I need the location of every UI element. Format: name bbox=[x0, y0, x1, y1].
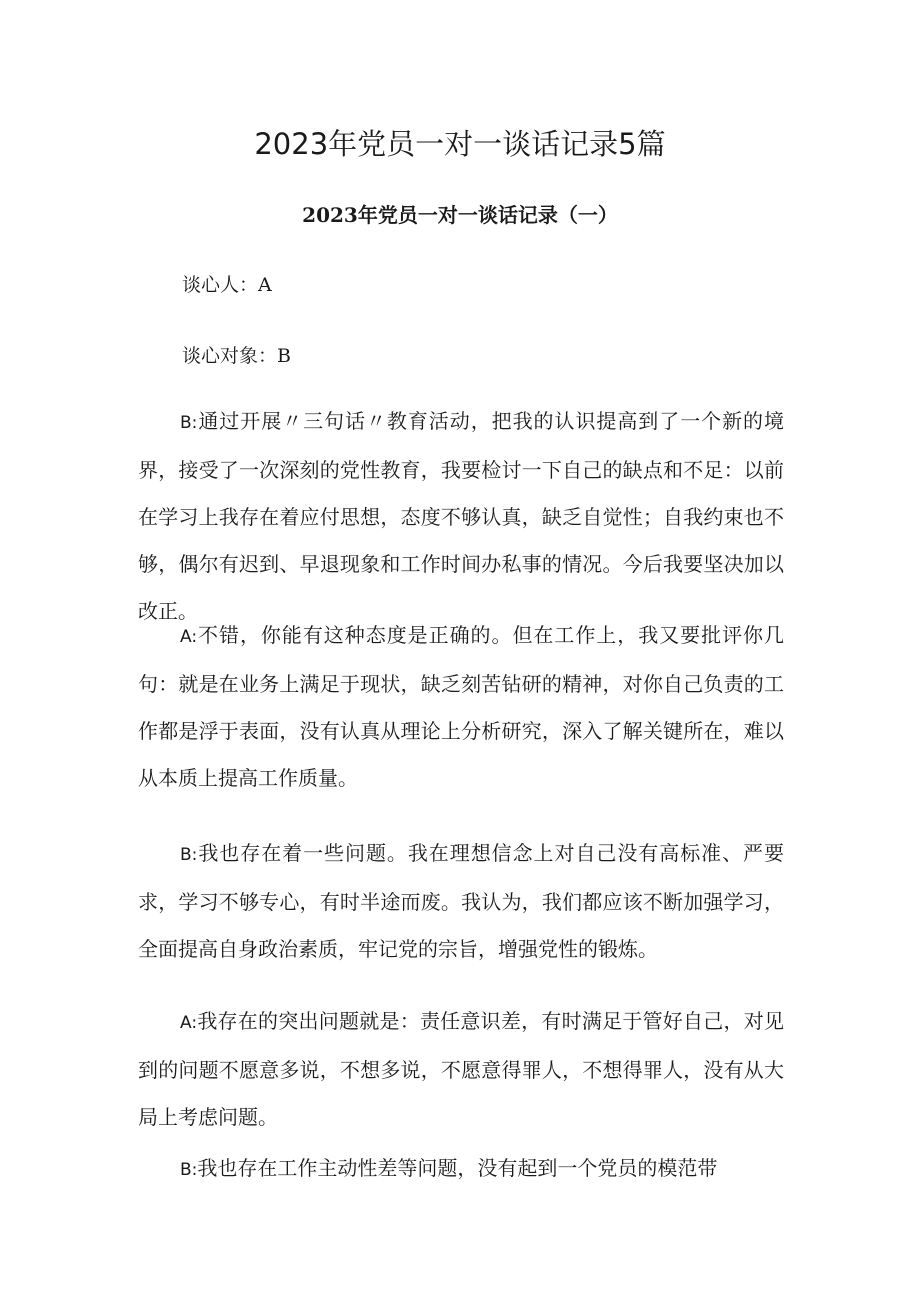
document-title: 2023年党员一对一谈话记录5篇 bbox=[254, 127, 666, 161]
speaker-label: B bbox=[180, 1160, 192, 1180]
speaker-label: A bbox=[180, 1013, 192, 1033]
dialogue-text: 我也存在着一些问题。我在理想信念上对自己没有高标准、严要求，学习不够专心，有时半途而废。我认为，我们都应该不断加强学习，全面提高自身政治素质，牢记党的宗旨，增强党性的锻炼。 bbox=[138, 841, 784, 961]
speaker-label: A bbox=[180, 627, 192, 647]
interviewer-line: 谈心人：A bbox=[182, 274, 272, 296]
dialogue-text: 不错，你能有这种态度是正确的。但在工作上，我又要批评你几句：就是在业务上满足于现状，缺乏刻苦钻研的精神，对你自己负责的工作都是浮于表面，没有认真从理论上分析研究，深入了解关键所在，难以从本质上提高工作质量。 bbox=[138, 623, 784, 790]
dialogue-paragraph bbox=[138, 398, 784, 635]
speaker-separator: : bbox=[191, 413, 198, 433]
speaker-separator: : bbox=[191, 627, 198, 647]
speaker-separator: : bbox=[191, 845, 198, 865]
dialogue-paragraph bbox=[138, 998, 784, 1141]
speaker-label: B bbox=[180, 413, 192, 433]
dialogue-text: 我存在的突出问题就是：责任意识差，有时满足于管好自己，对见到的问题不愿意多说，不想多说，不愿意得罪人，不想得罪人，没有从大局上考虑问题。 bbox=[138, 1009, 784, 1129]
speaker-separator: : bbox=[191, 1013, 198, 1033]
interviewee-line: 谈心对象：B bbox=[182, 345, 291, 367]
dialogue-paragraph bbox=[138, 612, 784, 802]
speaker-label: B bbox=[180, 845, 192, 865]
section-subtitle: 2023年党员一对一谈话记录（一） bbox=[302, 203, 618, 227]
dialogue-paragraph bbox=[138, 830, 784, 973]
speaker-separator: : bbox=[191, 1160, 198, 1180]
dialogue-paragraph bbox=[138, 1145, 784, 1194]
dialogue-text: 我也存在工作主动性差等问题，没有起到一个党员的模范带 bbox=[197, 1156, 718, 1180]
dialogue-text: 通过开展〃三句话〃教育活动，把我的认识提高到了一个新的境界，接受了一次深刻的党性教育，我要检讨一下自己的缺点和不足：以前在学习上我存在着应付思想，态度不够认真，缺乏自觉性；自我约束也不够，偶尔有迟到、早退现象和工作时间办私事的情况。今后我要坚决加以改正。 bbox=[138, 409, 784, 623]
